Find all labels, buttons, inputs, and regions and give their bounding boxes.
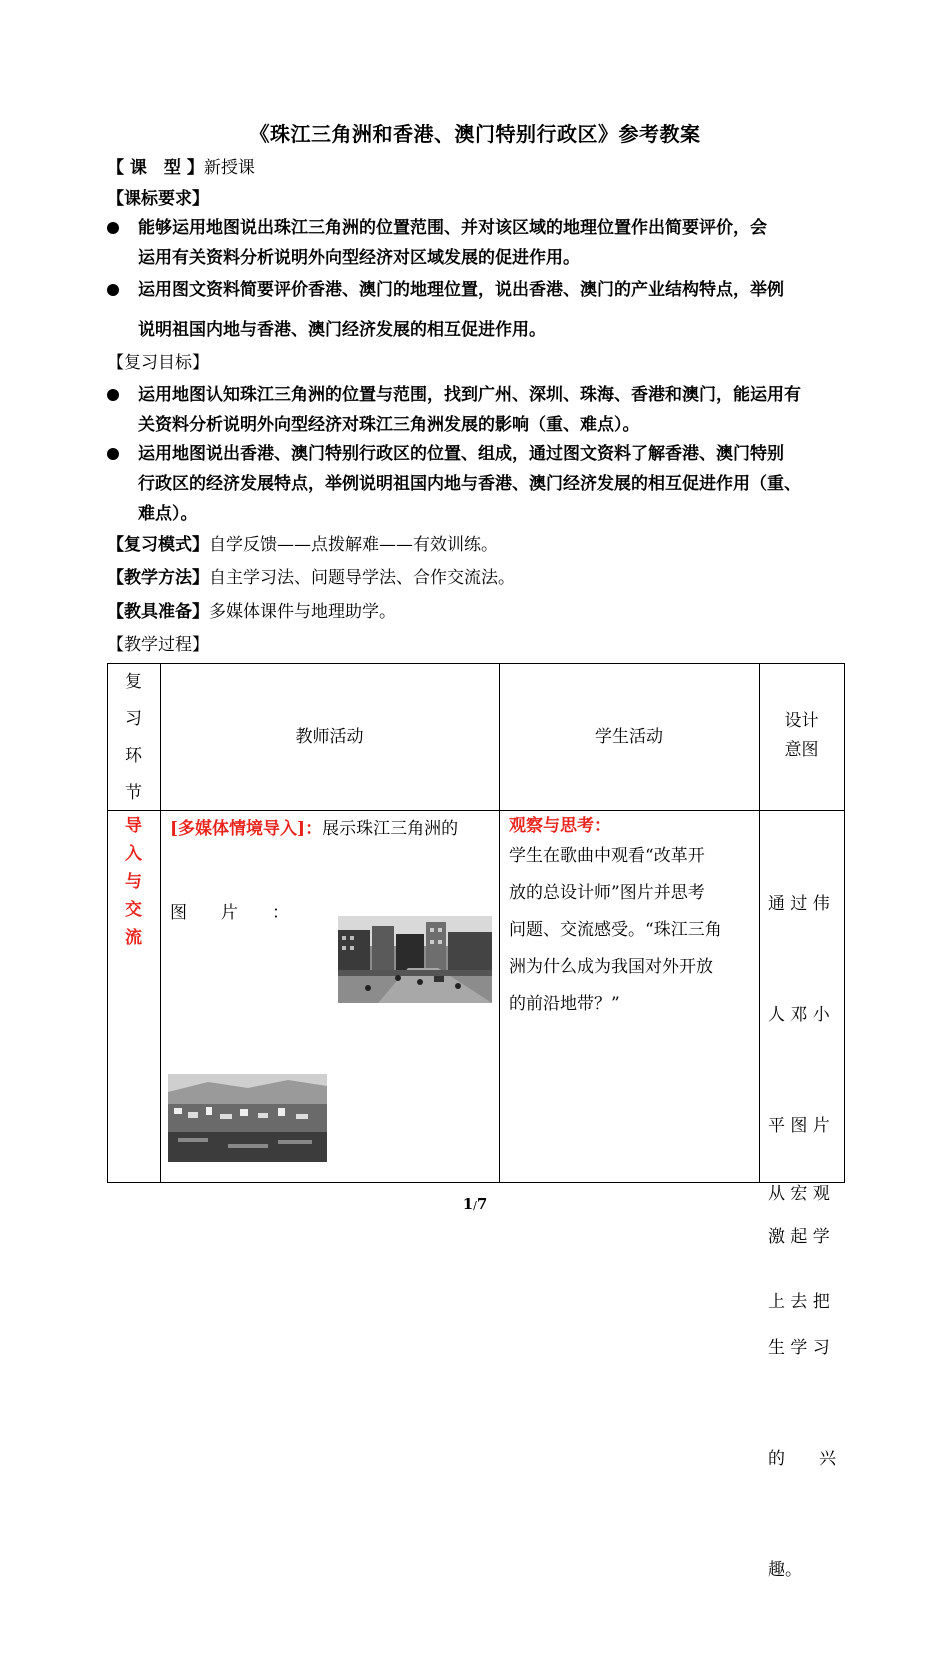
bullet-icon [107,222,119,234]
city-street-photo [338,916,492,1003]
teaching-method-value: 自主学习法、问题导学法、合作交流法。 [209,568,515,588]
header-design-intent: 设计 意图 [784,711,819,760]
curriculum-label: 【课标要求】 [107,189,209,209]
review-mode-label: 【复习模式】 [107,535,209,555]
table-divider [107,1182,845,1183]
student-activity: 观察与思考： 学生在歌曲中观看“改革开 放的总设计师”图片并思考 问题、交流感受。“珠江三角 洲为什么成为我国对外开放 的前沿地带？” [509,814,754,1023]
review-mode-value: 自学反馈——点拨解难——有效训练。 [209,535,498,555]
stage-intro-exchange: 导 入 与 交 流 [125,816,142,948]
design-intent: 通 过 伟 人 邓 小 平 图 片 激 起 学 生 学 习 的 兴 趣。 [768,894,836,1580]
header-student-activity: 学生活动 [595,727,663,747]
header-teacher-activity: 教师活动 [295,727,364,747]
teacher-activity-text-2: 图 片 ： [170,903,289,923]
review-goal-1-line1: 运用地图认知珠江三角洲的位置与范围，找到广州、深圳、珠海、香港和澳门，能运用有 [138,385,801,405]
review-goal-1 [138,380,853,440]
table-divider [844,663,845,1183]
lesson-type-value: 新授课 [203,158,255,178]
multimedia-intro-tag: [多媒体情境导入]： [170,819,323,839]
review-goals-label: 【复习目标】 [107,353,209,373]
document-title: 《珠江三角洲和香港、澳门特别行政区》参考教案 [249,122,701,146]
process-label: 【教学过程】 [107,635,209,655]
harbor-aerial-photo [168,1074,327,1162]
teacher-activity-text: 展示珠江三角洲的 [322,819,459,839]
review-goal-2-line2: 行政区的经济发展特点，举例说明祖国内地与香港、澳门经济发展的相互促进作用（重、 [138,474,801,494]
curriculum-item-2-line1: 运用图文资料简要评价香港、澳门的地理位置，说出香港、澳门的产业结构特点，举例 [138,280,784,300]
bullet-icon [107,389,119,401]
harbor-aerial-image [168,1074,327,1162]
teaching-aids-line [107,601,396,623]
curriculum-item-1-line2: 运用有关资料分析说明外向型经济对区域发展的促进作用。 [138,248,580,268]
teaching-method-line [107,567,515,589]
curriculum-item-2 [138,270,853,350]
lesson-type-line [107,157,255,179]
teacher-activity-intro [170,814,495,839]
design-intent-2: 从 宏 观 上 去 把 [768,1184,830,1312]
review-goal-2-line3: 难点）。 [138,504,198,524]
table-divider [107,810,845,811]
teaching-method-label: 【教学方法】 [107,568,209,588]
city-street-image [338,916,492,1003]
review-goal-1-line2: 关资料分析说明外向型经济对珠江三角洲发展的影响（重、难点）。 [138,415,640,435]
teaching-aids-value: 多媒体课件与地理助学。 [209,602,396,622]
page-number: 1/7 [462,1195,488,1213]
curriculum-item-2-line2: 说明祖国内地与香港、澳门经济发展的相互促进作用。 [138,320,546,340]
bullet-icon [107,448,119,460]
review-goal-2 [138,439,853,529]
lesson-type-label: 【 课 型 】 [107,158,204,178]
curriculum-item-1-line1: 能够运用地图说出珠江三角洲的位置范围、并对该区域的地理位置作出简要评价，会 [138,218,767,238]
observe-think-tag: 观察与思考： [509,816,611,836]
review-mode-line [107,534,498,556]
review-goal-2-line1: 运用地图说出香港、澳门特别行政区的位置、组成，通过图文资料了解香港、澳门特别 [138,444,784,464]
teaching-aids-label: 【教具准备】 [107,602,209,622]
bullet-icon [107,284,119,296]
header-stage: 复 习 环 节 [125,672,142,803]
curriculum-item-1 [138,213,853,273]
